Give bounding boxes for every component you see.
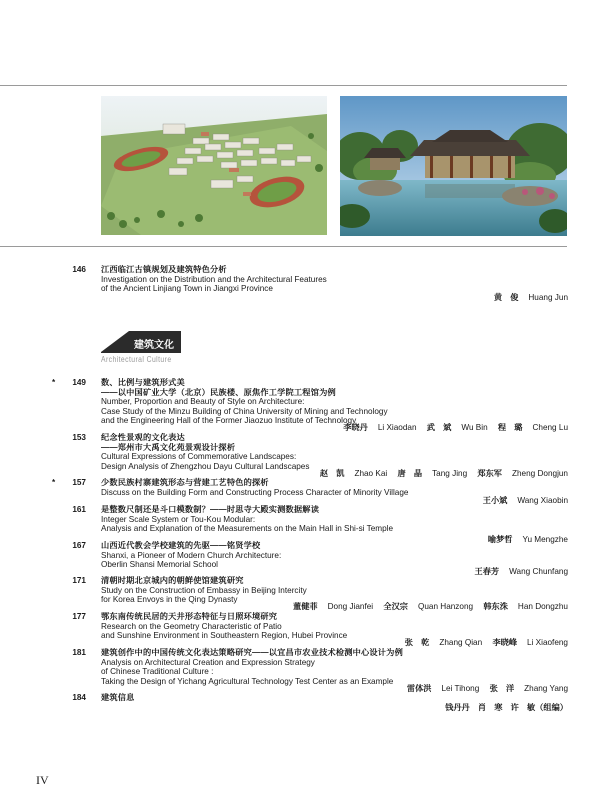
author-zh: 王春芳: [474, 567, 500, 576]
author-en: Zhang Qian: [439, 638, 483, 647]
entry-titles: [101, 541, 571, 570]
page-number: 184: [72, 693, 86, 702]
author-zh: 喻梦哲: [487, 535, 513, 544]
entry-titles: [101, 576, 571, 605]
entry-authors: [397, 638, 568, 648]
author-en: Li Xiaofeng: [527, 638, 568, 647]
title-en-line: for Korea Envoys in the Qing Dynasty: [101, 595, 238, 605]
title-en-line: Integer Scale System or Tou-Kou Modular:: [101, 514, 256, 524]
author-en: Wang Xiaobin: [517, 496, 568, 505]
author-en: Han Dongzhu: [517, 602, 568, 611]
author-en: Dong Jianfei: [327, 602, 374, 611]
author-zh: 程 璐: [497, 423, 523, 432]
author-en: Li Xiaodan: [377, 423, 417, 432]
pavilion-garden-photo: [340, 96, 567, 236]
title-en-line: and the Engineering Hall of the Former Jiaozuo Institute of Technology: [101, 416, 357, 426]
title-en-line: of Chinese Traditional Culture :: [101, 667, 214, 677]
title-zh-line: 建筑信息: [101, 693, 135, 702]
top-rule: [0, 85, 567, 86]
entry-authors: [285, 602, 568, 612]
title-en-line: Case Study of the Minzu Building of China University of Mining and Technology: [101, 406, 388, 416]
author-zh: 李晓丹: [343, 423, 368, 432]
title-zh-line: 纪念性景观的文化表达: [101, 433, 185, 442]
entry-authors: [486, 293, 568, 303]
title-zh-line: 鄂东南传统民居的天井形态特征与日照环境研究: [101, 612, 278, 621]
title-en-line: Analysis and Explanation of the Measurements on the Main Hall in Shi-si Temple: [101, 524, 394, 534]
star-marker: *: [52, 478, 56, 487]
author-zh: 赵 凯: [319, 469, 345, 478]
page-number: 146: [72, 265, 86, 274]
author-en: Zhao Kai: [354, 469, 388, 478]
page-number: 149: [72, 378, 86, 387]
author-zh: 唐 晶: [397, 469, 423, 478]
title-zh-line: 少数民族村寨建筑形态与营建工艺特色的探析: [101, 478, 269, 487]
page-folio: IV: [36, 773, 49, 787]
author-zh: 雷体洪: [406, 684, 432, 693]
page-number: 177: [72, 612, 86, 621]
entry-titles: [101, 265, 571, 294]
author-en: Lei Tihong: [441, 684, 480, 693]
author-zh: 黄 俊: [493, 293, 519, 302]
title-en-line: Taking the Design of Yichang Agricultural Technology Test Center as an Example: [101, 676, 394, 686]
author-zh: 王小斌: [482, 496, 508, 505]
author-en: Wu Bin: [461, 423, 488, 432]
author-en: Cheng Lu: [532, 423, 568, 432]
page-number: 161: [72, 505, 86, 514]
title-en-line: Number, Proportion and Beauty of Style on Architecture:: [101, 397, 305, 407]
title-en-line: Cultural Expressions of Commemorative Landscapes:: [101, 452, 297, 462]
author-en: Quan Hanzong: [417, 602, 474, 611]
title-en-line: Investigation on the Distribution and the Architectural Features: [101, 274, 327, 284]
title-en-line: Oberlin Shansi Memorial School: [101, 560, 218, 570]
title-zh-line: 数、比例与建筑形式美: [101, 378, 185, 387]
title-zh-line: 山西近代教会学校建筑的先驱——铭贤学校: [101, 541, 261, 550]
author-en: Zheng Dongjun: [512, 469, 568, 478]
title-en-line: of the Ancient Linjiang Town in Jiangxi Province: [101, 284, 273, 294]
author-zh: 郑东军: [477, 469, 502, 478]
photo-rule: [0, 246, 567, 247]
entry-titles: [101, 378, 571, 426]
title-en-line: Study on the Construction of Embassy in Beijing Intercity: [101, 585, 307, 595]
entry-titles: [101, 478, 571, 497]
entry-authors: [335, 423, 568, 433]
page-number: 157: [72, 478, 86, 487]
entry-authors: [437, 703, 568, 713]
entry-titles: [101, 433, 571, 471]
section-title-zh: 建筑文化: [134, 340, 174, 351]
title-zh-line: 是整数尺制还是斗口模数制？——时思寺大殿实测数据解读: [101, 505, 320, 514]
title-en-line: and Sunshine Environment in Southeastern Region, Hubei Province: [101, 631, 348, 641]
title-zh-line: 清朝时期北京城内的朝鲜使馆建筑研究: [101, 576, 244, 585]
entry-titles: [101, 612, 571, 641]
author-zh: 张 乾: [404, 638, 430, 647]
title-zh-line: 建筑创作中的中国传统文化表达策略研究——以宜昌市农业技术检测中心设计为例: [101, 648, 403, 657]
author-en: Zhang Yang: [524, 684, 568, 693]
author-zh: 李晓峰: [492, 638, 518, 647]
page-number: 171: [72, 576, 86, 585]
page-number: 153: [72, 433, 86, 442]
campus-aerial-photo: [101, 96, 327, 235]
entry-titles: [101, 693, 571, 703]
author-zh: 张 洋: [489, 684, 515, 693]
author-en: Wang Chunfang: [509, 567, 568, 576]
author-en: Tang Jing: [432, 469, 468, 478]
section-title-en: Architectural Culture: [101, 355, 172, 364]
page-number: 181: [72, 648, 86, 657]
title-en-line: Discuss on the Building Form and Constructing Process Character of Minority Village: [101, 487, 409, 497]
entry-titles: [101, 505, 571, 534]
author-zh: 钱丹丹 肖 寒 许 敏（组编）: [445, 703, 568, 712]
author-zh: 全汉宗: [383, 602, 408, 611]
title-en-line: Shanxi, a Pioneer of Modern Church Architecture:: [101, 550, 282, 560]
entry-titles: [101, 648, 571, 686]
author-zh: 武 斌: [426, 423, 452, 432]
author-en: Yu Mengzhe: [522, 535, 568, 544]
title-en-line: Design Analysis of Zhengzhou Dayu Cultural Landscapes: [101, 461, 310, 471]
author-zh: 韩东洙: [483, 602, 508, 611]
title-en-line: Analysis on Architectural Creation and Expression Strategy: [101, 657, 315, 667]
title-zh-line: ——以中国矿业大学（北京）民族楼、原焦作工学院工程馆为例: [101, 387, 336, 397]
author-en: Huang Jun: [528, 293, 568, 302]
star-marker: *: [52, 378, 56, 387]
title-zh: 江西临江古镇规划及建筑特色分析: [101, 265, 227, 274]
page-number: 167: [72, 541, 86, 550]
title-zh-line: ——郑州市大禹文化苑景观设计探析: [101, 442, 236, 452]
title-en-line: Research on the Geometry Characteristic of Patio: [101, 621, 282, 631]
author-zh: 董健菲: [293, 602, 318, 611]
